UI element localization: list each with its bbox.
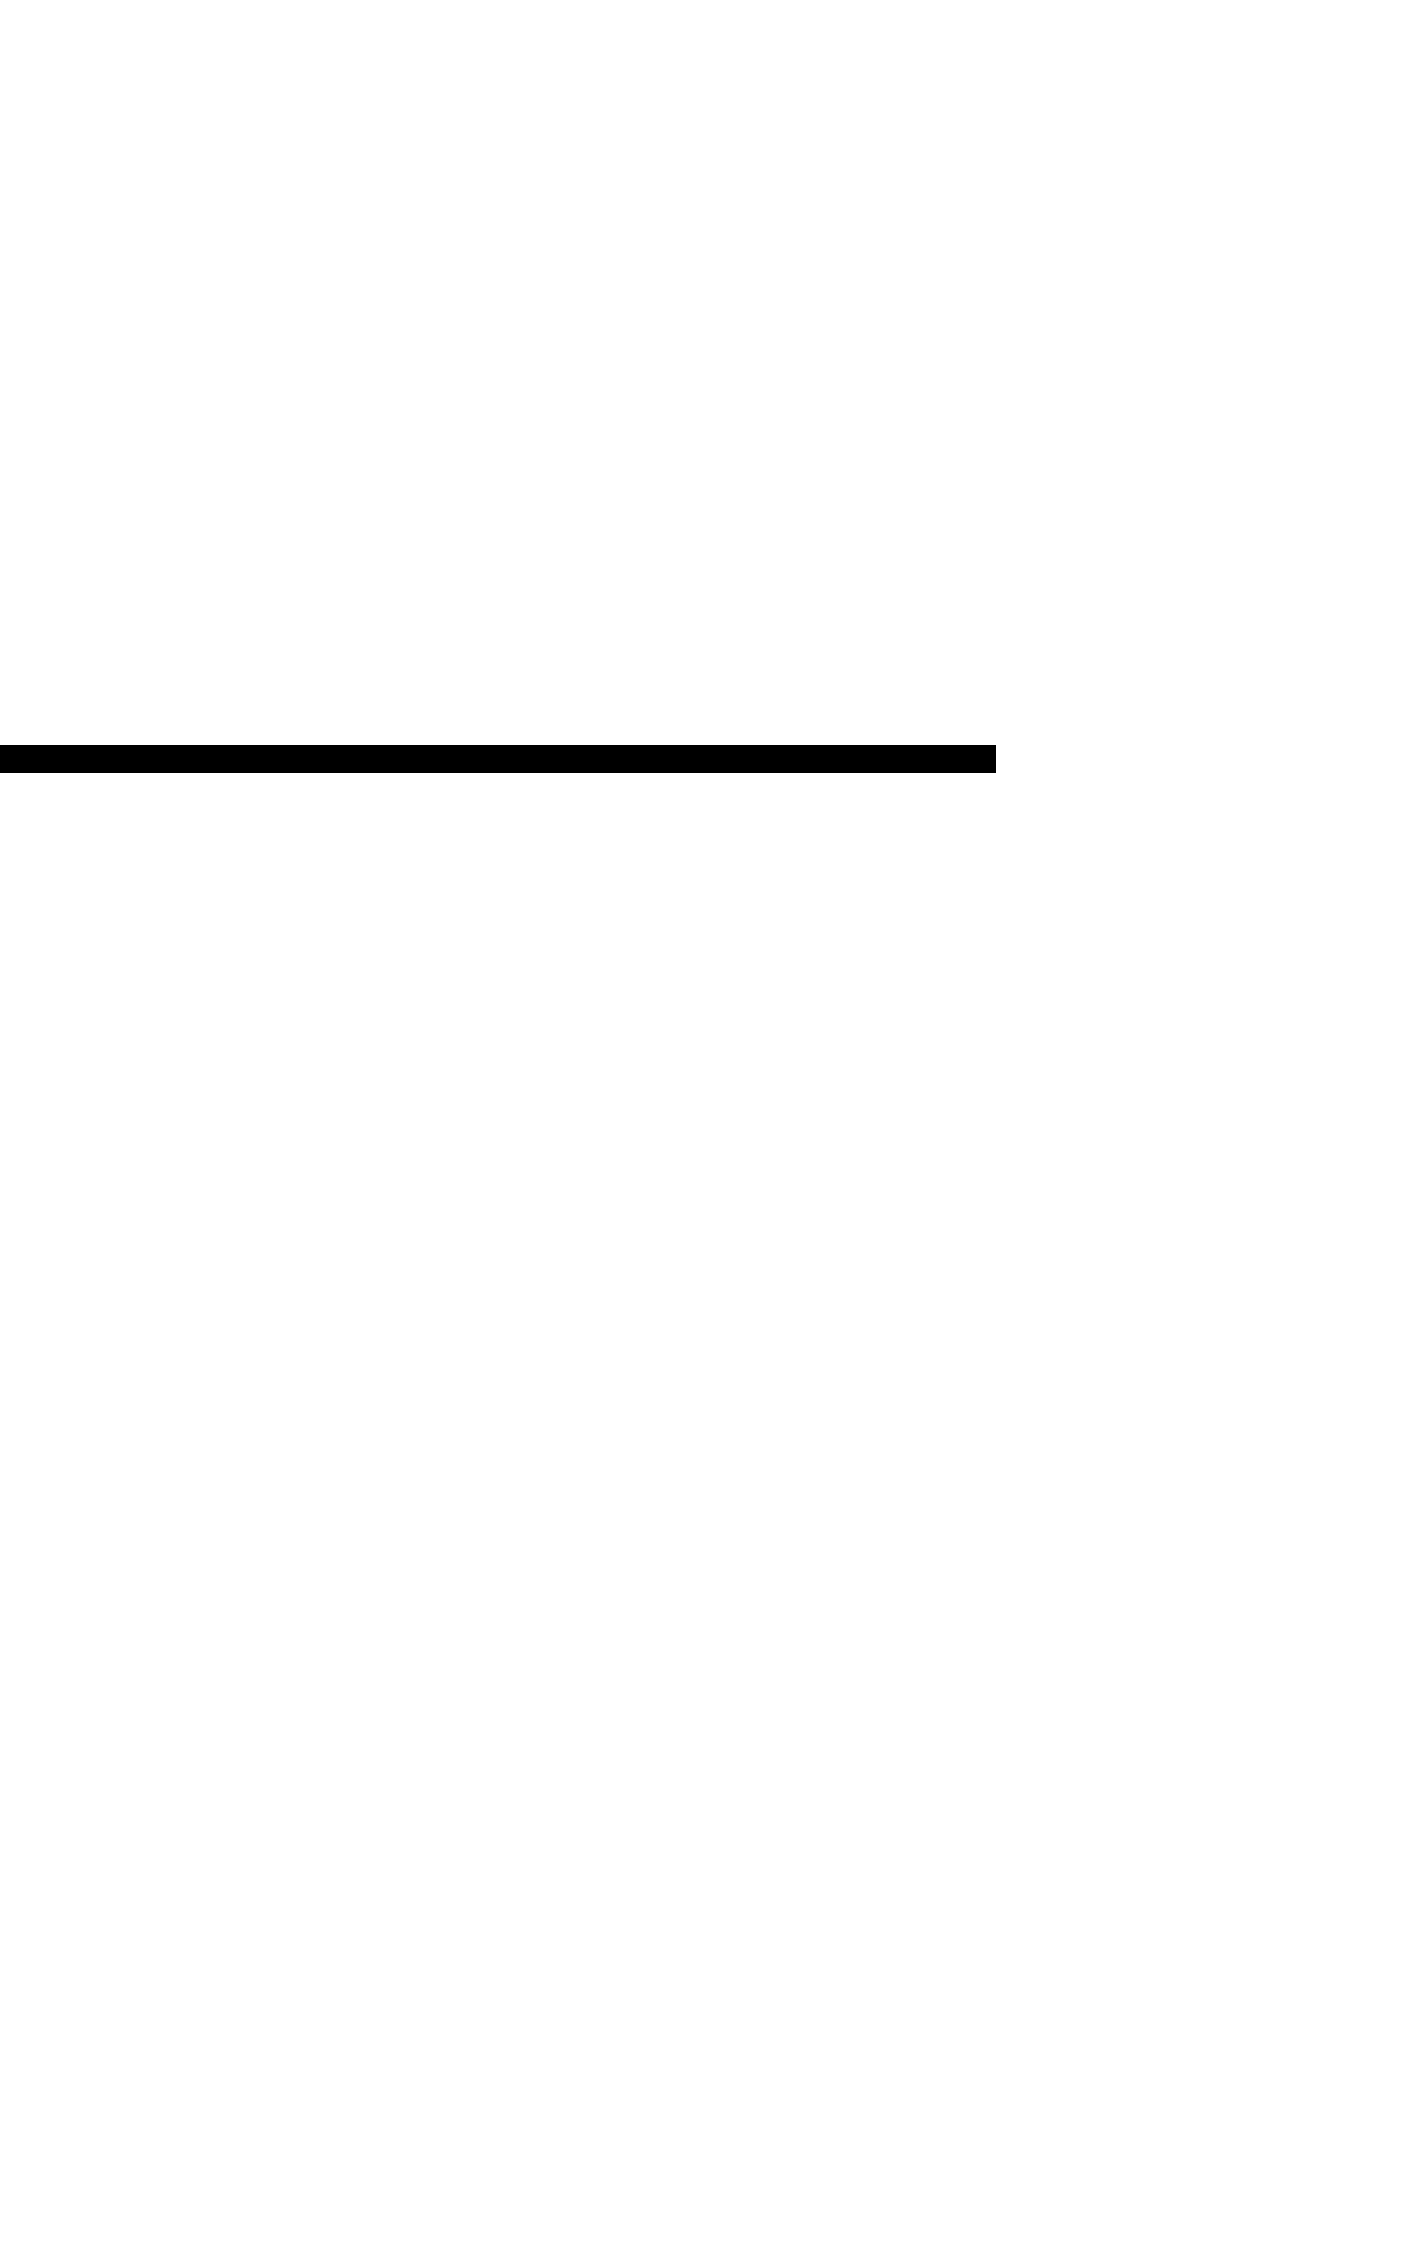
alignment-graphics <box>0 0 996 1568</box>
